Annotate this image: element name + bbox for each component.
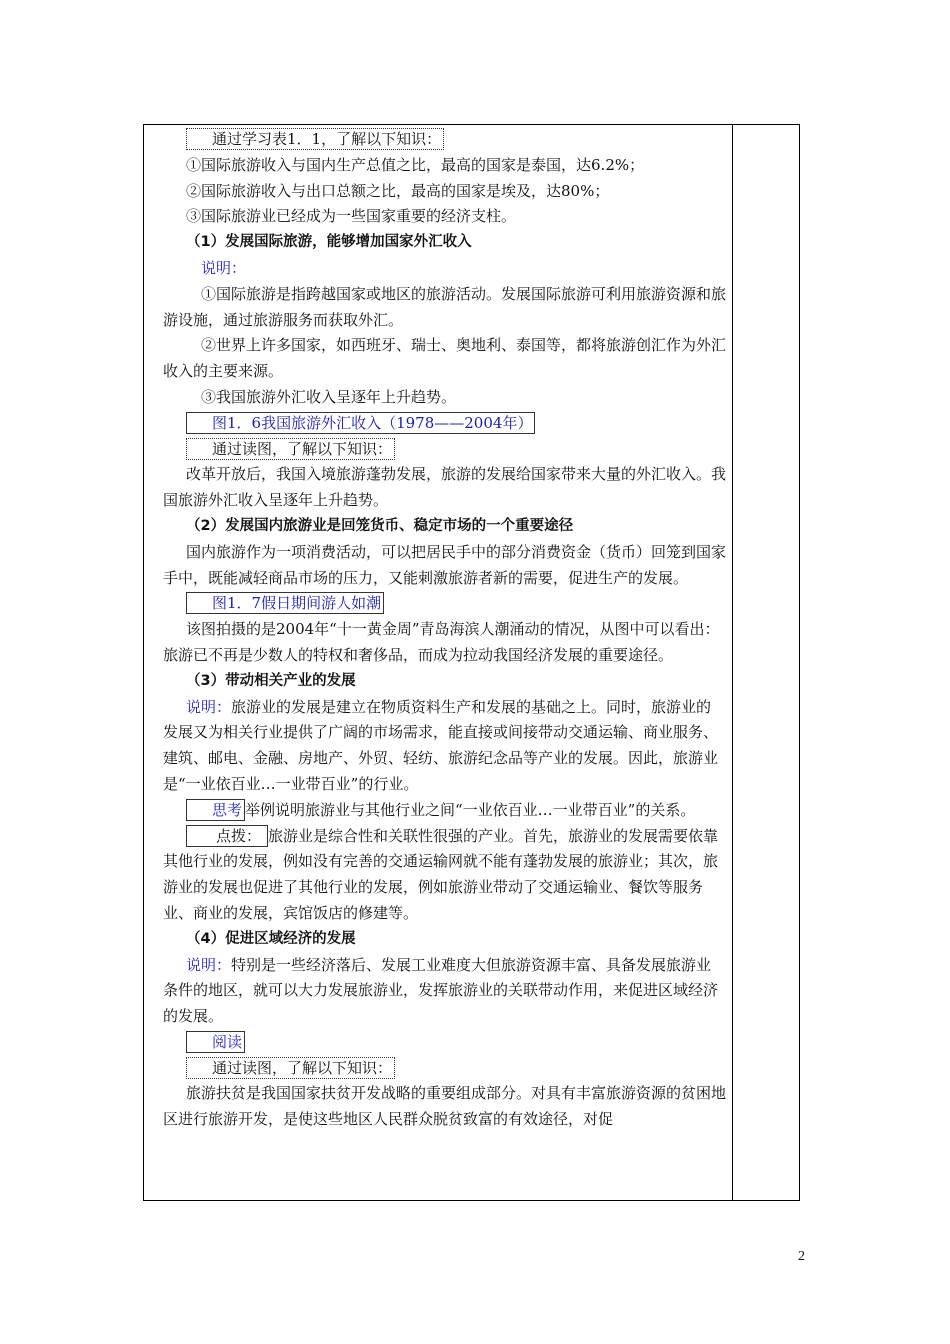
section-heading-2: （2）发展国内旅游业是回笼货币、稳定市场的一个重要途径 (186, 517, 574, 534)
intro-item: ③国际旅游业已经成为一些国家重要的经济支柱。 (186, 207, 517, 226)
paragraph: ②世界上许多国家，如西班牙、瑞士、奥地利、泰国等，都将旅游创汇作为外汇收入的主要来源。 (163, 336, 727, 381)
figure-ref[interactable] (163, 411, 726, 437)
intro-item: ①国际旅游收入与国内生产总值之比，最高的国家是泰国，达6.2%； (186, 155, 645, 174)
think-label: 思考 (186, 799, 245, 821)
paragraph: 国内旅游作为一项消费活动，可以把居民手中的部分消费资金（货币）回笼到国家手中，既能减轻商品市场的压力，又能刺激旅游者新的需要，促进生产的发展。 (163, 542, 727, 587)
paragraph: 旅游业的发展是建立在物质资料生产和发展的基础之上。同时，旅游业的发展又为相关行业提供了广阔的市场需求，能直接或间接带动交通运输、商业服务、建筑、邮电、金融、房地产、外贸、轻纺、旅游纪念品等产业的发展。因此，旅游业是“一业依百业…一业带百业”的行业。 (163, 697, 719, 793)
paragraph: 该图拍摄的是2004年“十一黄金周”青岛海滨人潮涌动的情况，从图中可以看出：旅游已不再是少数人的特权和奢侈品，而成为拉动我国经济发展的重要途径。 (163, 620, 720, 664)
paragraph: 改革开放后，我国入境旅游蓬勃发展，旅游的发展给国家带来大量的外汇收入。我国旅游外汇收入呈逐年上升趋势。 (163, 465, 727, 510)
intro-item: ②国际旅游收入与出口总额之比，最高的国家是埃及，达80%； (186, 181, 610, 200)
note-label: 说明： (186, 955, 232, 974)
table-column-divider (732, 124, 733, 1201)
figure-ref[interactable] (163, 591, 726, 617)
paragraph: ①国际旅游是指跨越国家或地区的旅游活动。发展国际旅游可利用旅游资源和旅游设施，通过旅游服务而获取外汇。 (163, 284, 727, 329)
page-number: 2 (798, 1249, 805, 1264)
paragraph: 举例说明旅游业与其他行业之间“一业依百业…一业带百业”的关系。 (245, 800, 696, 819)
intro-lead: 通过学习表1．1，了解以下知识： (163, 127, 726, 153)
section-heading-4: （4）促进区域经济的发展 (186, 930, 356, 947)
figure-title: 图1．6我国旅游外汇收入 (212, 413, 382, 432)
lesson-content (163, 127, 726, 1133)
note-label: 说明： (201, 258, 247, 277)
section-heading-3: （3）带动相关产业的发展 (186, 672, 356, 689)
note-label: 说明： (186, 697, 232, 716)
paragraph: 特别是一些经济落后、发展工业难度大但旅游资源丰富、具备发展旅游业条件的地区，就可以大力发展旅游业，发挥旅游业的关联带动作用，来促进区域经济的发展。 (163, 955, 719, 1026)
figure-title: 图1．7假日期间游人如潮 (186, 592, 384, 614)
paragraph: ③我国旅游外汇收入呈逐年上升趋势。 (201, 387, 457, 406)
tip-label: 点拨： (186, 825, 268, 847)
paragraph: 旅游扶贫是我国国家扶贫开发战略的重要组成部分。对具有丰富旅游资源的贫困地区进行旅游开发，是使这些地区人民群众脱贫致富的有效途径，对促 (163, 1084, 727, 1129)
reading-label: 阅读 (186, 1031, 245, 1053)
section-heading-1: （1）发展国际旅游，能够增加国家外汇收入 (186, 234, 472, 251)
read-lead: 通过读图，了解以下知识： (163, 1056, 726, 1082)
read-lead: 通过读图，了解以下知识： (163, 437, 726, 463)
figure-years: （1978——2004年） (381, 413, 533, 432)
paragraph: 旅游业是综合性和关联性很强的产业。首先，旅游业的发展需要依靠其他行业的发展，例如没有完善的交通运输网就不能有蓬勃发展的旅游业；其次，旅游业的发展也促进了其他行业的发展，例如旅游业带动了交通运输业、餐饮等服务业、商业的发展，宾馆饭店的修建等。 (163, 826, 719, 922)
